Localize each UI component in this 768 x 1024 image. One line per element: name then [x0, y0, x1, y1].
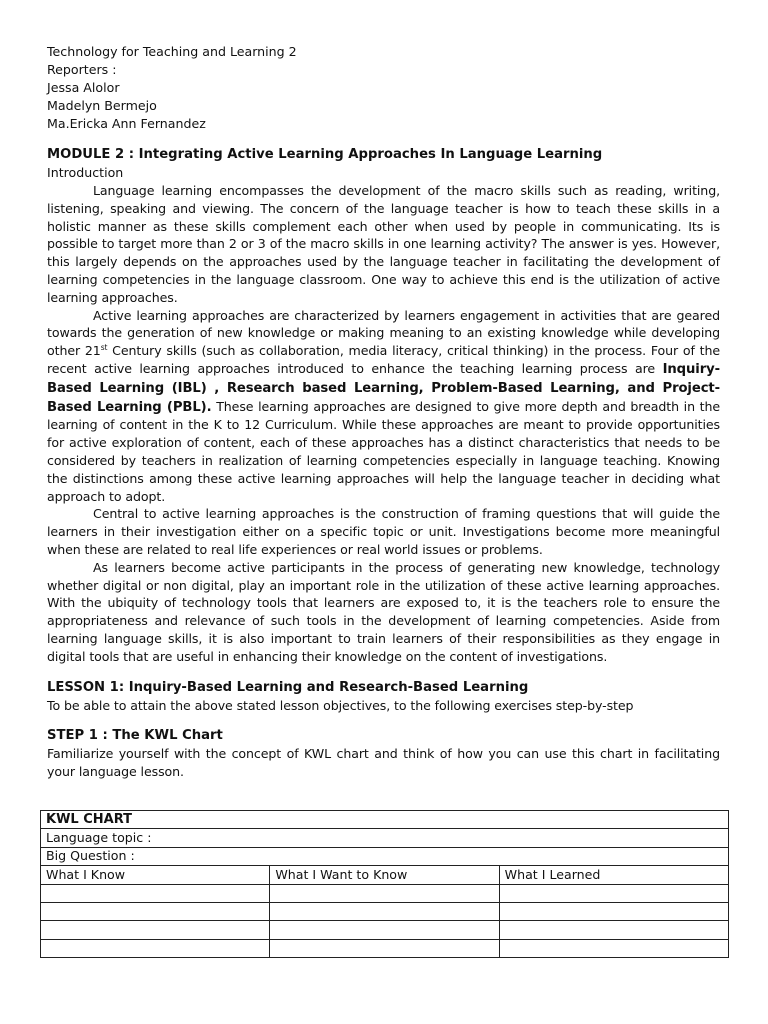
- table-cell[interactable]: [41, 939, 270, 957]
- paragraph-1: Language learning encompasses the development of the macro skills such as reading, writing, listening, speaking and viewing. The concern of the language teacher is how to teach these skills in a holistic manner as these skills complement each other when used by people in communicating. Its is possible to target more than 2 or 3 of the macro skills in one learning activity? The answer is yes. However, this largely depends on the approaches used by the language teacher in facilitating the development of learning competencies in the language classroom. One way to achieve this end is the utilization of active learning approaches.: [47, 183, 720, 305]
- paragraph-4: As learners become active participants in the process of generating new knowledge, technology whether digital or non digital, play an important role in the utilization of these active learning approaches. With the ubiquity of technology tools that learners are exposed to, it is the teachers role to ensure the appropriateness and relevance of such tools in the development of learning competencies. Aside from learning language skills, it is also important to train learners of their responsibilities as they engage in digital tools that are useful in enhancing their knowledge on the content of investigations.: [47, 559, 720, 664]
- big-question-field[interactable]: Big Question :: [41, 847, 729, 865]
- table-cell[interactable]: [41, 884, 270, 902]
- table-row: [41, 939, 729, 957]
- introduction-label: Introduction: [47, 165, 124, 180]
- table-cell[interactable]: [270, 939, 499, 957]
- reporter-name: Jessa Alolor: [47, 80, 120, 95]
- table-cell[interactable]: [499, 939, 728, 957]
- lesson-text: To be able to attain the above stated lesson objectives, to the following exercises step-by-step: [47, 697, 634, 713]
- language-topic-field[interactable]: Language topic :: [41, 829, 729, 847]
- table-cell[interactable]: [499, 921, 728, 939]
- table-cell[interactable]: [41, 902, 270, 920]
- reporter-name: Ma.Ericka Ann Fernandez: [47, 116, 206, 131]
- approaches-list: Inquiry-Based Learning (IBL) , Research based Learning, Problem-Based Learning, and Project-Based Learning (PBL).: [47, 361, 720, 415]
- column-header-learned: What I Learned: [499, 866, 728, 884]
- module-title: MODULE 2 : Integrating Active Learning Approaches In Language Learning: [47, 147, 603, 162]
- kwl-chart-table: [40, 810, 729, 958]
- step-title: STEP 1 : The KWL Chart: [47, 728, 223, 744]
- paragraph-3: Central to active learning approaches is the construction of framing questions that will guide the learners in their investigation either on a specific topic or unit. Investigations become more meaningful when these are related to real life experiences or real world issues or problems.: [47, 506, 720, 557]
- document-body: [47, 43, 720, 781]
- table-row: [41, 884, 729, 902]
- column-header-want-to-know: What I Want to Know: [270, 866, 499, 884]
- step-text: Familiarize yourself with the concept of KWL chart and think of how you can use this chart in facilitating your language lesson.: [47, 746, 720, 780]
- kwl-chart-title: KWL CHART: [41, 811, 729, 829]
- table-cell[interactable]: [270, 884, 499, 902]
- table-row: [41, 902, 729, 920]
- lesson-title: LESSON 1: Inquiry-Based Learning and Research-Based Learning: [47, 679, 529, 695]
- table-cell[interactable]: [270, 902, 499, 920]
- table-cell[interactable]: [499, 902, 728, 920]
- course-title: Technology for Teaching and Learning 2: [47, 44, 297, 59]
- table-cell[interactable]: [270, 921, 499, 939]
- column-header-know: What I Know: [41, 866, 270, 884]
- table-cell[interactable]: [499, 884, 728, 902]
- table-row: [41, 921, 729, 939]
- reporter-name: Madelyn Bermejo: [47, 98, 157, 113]
- table-cell[interactable]: [41, 921, 270, 939]
- reporters-label: Reporters :: [47, 62, 117, 77]
- paragraph-2: Active learning approaches are characterized by learners engagement in activities that are geared towards the generation of new knowledge or making meaning to an existing knowledge while developing other 21st Century skills (such as collaboration, media literacy, critical thinking) in the process. Four of the recent active learning approaches introduced to enhance the teaching learning process are Inquiry-Based Learning (IBL) , Research based Learning, Problem-Based Learning, and Project-Based Learning (PBL). These learning approaches are designed to give more depth and breadth in the learning of content in the K to 12 Curriculum. While these approaches are meant to provide opportunities for active exploration of content, each of these approaches has a distinct characteristics that needs to be considered by teachers in realization of learning competencies especially in language teaching. Knowing the distinctions among these active learning approaches will help the language teacher in deciding what approach to adopt.: [47, 307, 721, 504]
